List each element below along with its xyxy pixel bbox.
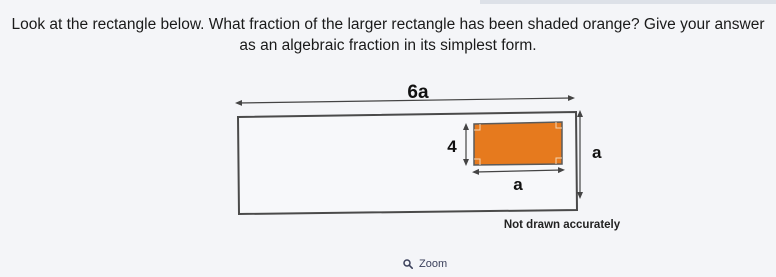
outer-width-label: 6a: [407, 82, 429, 103]
zoom-button[interactable]: [403, 258, 447, 270]
magnifier-icon: [403, 259, 413, 269]
outer-height-label: a: [592, 143, 602, 162]
inner-height-label: 4: [447, 137, 457, 156]
outer-width-arrow: [238, 98, 572, 103]
shaded-rectangle: [474, 122, 562, 165]
not-drawn-accurately-note: Not drawn accurately: [503, 219, 621, 231]
question-line-2: as an algebraic fraction in its simplest form.: [239, 37, 537, 54]
zoom-label: Zoom: [419, 258, 448, 270]
inner-width-label: a: [513, 175, 523, 194]
question-line-1: Look at the rectangle below. What fraction of the larger rectangle has been shaded orange? Give your answer: [11, 16, 765, 33]
